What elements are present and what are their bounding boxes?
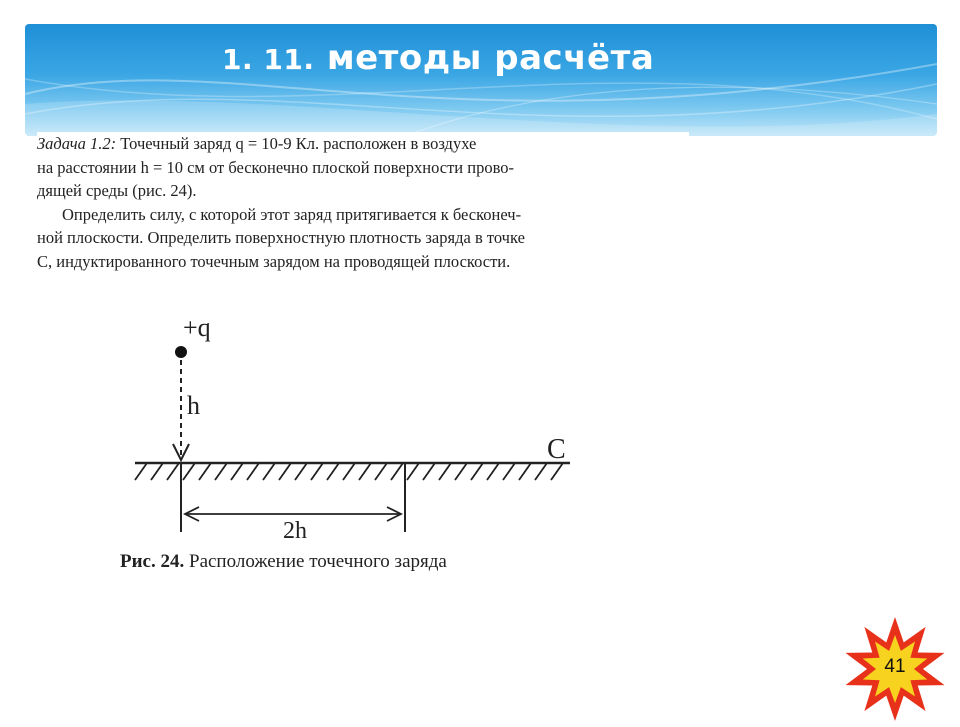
hatch-stroke [231, 463, 243, 480]
hatch-stroke [471, 463, 483, 480]
hatch-stroke [551, 463, 563, 480]
hatch-stroke [391, 463, 403, 480]
hatch-stroke [503, 463, 515, 480]
problem-line-3: дящей среды (рис. 24). [37, 181, 197, 200]
charge-label: +q [183, 313, 211, 342]
page-number: 41 [884, 656, 906, 677]
hatch-stroke [407, 463, 419, 480]
height-label: h [187, 391, 200, 420]
hatch-stroke [151, 463, 163, 480]
hatch-stroke [183, 463, 195, 480]
title-number: 1. 11. [222, 43, 315, 76]
caption-text: Расположение точечного заряда [189, 551, 447, 572]
hatch-stroke [215, 463, 227, 480]
hatch-stroke [343, 463, 355, 480]
hatch-stroke [247, 463, 259, 480]
hatch-stroke [375, 463, 387, 480]
hatch-stroke [135, 463, 147, 480]
hatch-stroke [263, 463, 275, 480]
problem-line-6: С, индуктированного точечным зарядом на проводящей плоскости. [37, 251, 511, 271]
hatch-stroke [311, 463, 323, 480]
hatch-stroke [279, 463, 291, 480]
point-c-label: C [547, 434, 566, 465]
charge-diagram [115, 308, 595, 548]
hatch-stroke [327, 463, 339, 480]
problem-line-4: Определить силу, с которой этот заряд притягивается к бесконеч- [62, 204, 522, 224]
problem-label: Задача 1.2: [37, 134, 117, 153]
hatch-stroke [439, 463, 451, 480]
hatch-stroke [519, 463, 531, 480]
problem-text [37, 132, 689, 292]
hatch-stroke [167, 463, 179, 480]
slide-title [222, 38, 654, 78]
problem-line-5: ной плоскости. Определить поверхностную плотность заряда в точке [37, 228, 525, 247]
point-charge [175, 346, 187, 358]
hatch-stroke [487, 463, 499, 480]
hatch-stroke [359, 463, 371, 480]
hatch-stroke [423, 463, 435, 480]
problem-line-2: на расстоянии h = 10 см от бесконечно плоской поверхности прово- [37, 157, 514, 177]
hatch-stroke [455, 463, 467, 480]
problem-line-1: Точечный заряд q = 10-9 Кл. расположен в воздухе [120, 134, 477, 153]
distance-label: 2h [283, 518, 307, 544]
title-text: методы расчёта [326, 38, 655, 78]
figure-caption [120, 551, 447, 573]
plane-hatching [135, 463, 563, 480]
caption-prefix: Рис. 24. [120, 551, 185, 572]
hatch-stroke [535, 463, 547, 480]
page-number-badge [842, 616, 948, 722]
hatch-stroke [295, 463, 307, 480]
hatch-stroke [199, 463, 211, 480]
